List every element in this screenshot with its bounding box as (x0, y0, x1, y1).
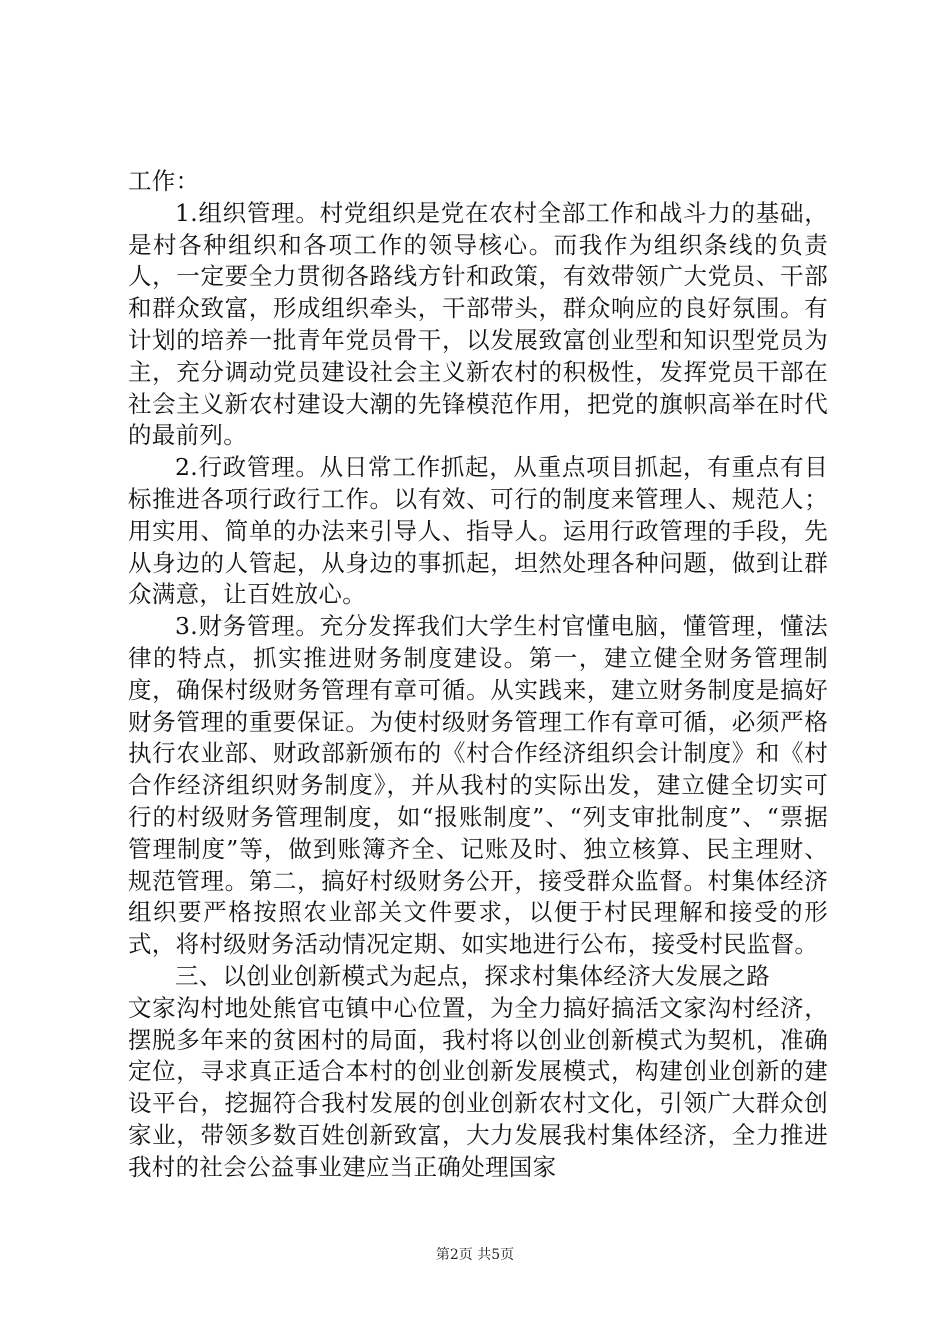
paragraph-financial-management: 3.财务管理。充分发挥我们大学生村官懂电脑，懂管理，懂法律的特点，抓实推进财务制度建设。第一，建立健全财务管理制度，确保村级财务管理有章可循。从实践来，建立财务制度是搞好财务管理的重要保证。为使村级财务管理工作有章可循，必须严格执行农业部、财政部新颁布的《村合作经济组织会计制度》和《村合作经济组织财务制度》，并从我村的实际出发，建立健全切实可行的村级财务管理制度，如“报账制度”、“列支审批制度”、“票据管理制度”等，做到账簿齐全、记账及时、独立核算、民主理财、规范管理。第二，搞好村级财务公开，接受群众监督。村集体经济组织要严格按照农业部关文件要求，以便于村民理解和接受的形式，将村级财务活动情况定期、如实地进行公布，接受村民监督。 (128, 612, 828, 959)
document-body (128, 166, 828, 1184)
paragraph-work-heading: 工作： (128, 167, 200, 195)
section-heading-innovation: 三、以创业创新模式为起点，探求村集体经济大发展之路 (175, 961, 770, 990)
paragraph-organization-management: 1.组织管理。村党组织是党在农村全部工作和战斗力的基础，是村各种组织和各项工作的领导核心。而我作为组织条线的负责人，一定要全力贯彻各路线方针和政策，有效带领广大党员、干部和群众致富，形成组织牵头，干部带头，群众响应的良好氛围。有计划的培养一批青年党员骨干，以发展致富创业型和知识型党员为主，充分调动党员建设社会主义新农村的积极性，发挥党员干部在社会主义新农村建设大潮的先锋模范作用，把党的旗帜高举在时代的最前列。 (128, 198, 828, 450)
paragraph-village-economy: 文家沟村地处熊官屯镇中心位置，为全力搞好搞活文家沟村经济，摆脱多年来的贫困村的局面，我村将以创业创新模式为契机，准确定位，寻求真正适合本村的创业创新发展模式，构建创业创新的建设平台，挖掘符合我村发展的创业创新农村文化，引领广大群众创家业，带领多数百姓创新致富，大力发展我村集体经济，全力推进我村的社会公益事业建应当正确处理国家 (128, 993, 828, 1181)
page-number-footer: 第2页 共5页 (435, 1247, 515, 1263)
paragraph-administrative-management: 2.行政管理。从日常工作抓起，从重点项目抓起，有重点有目标推进各项行政行工作。以有效、可行的制度来管理人、规范人；用实用、简单的办法来引导人、指导人。运用行政管理的手段，先从身边的人管起，从身边的事抓起，坦然处理各种问题，做到让群众满意，让百姓放心。 (128, 453, 828, 609)
